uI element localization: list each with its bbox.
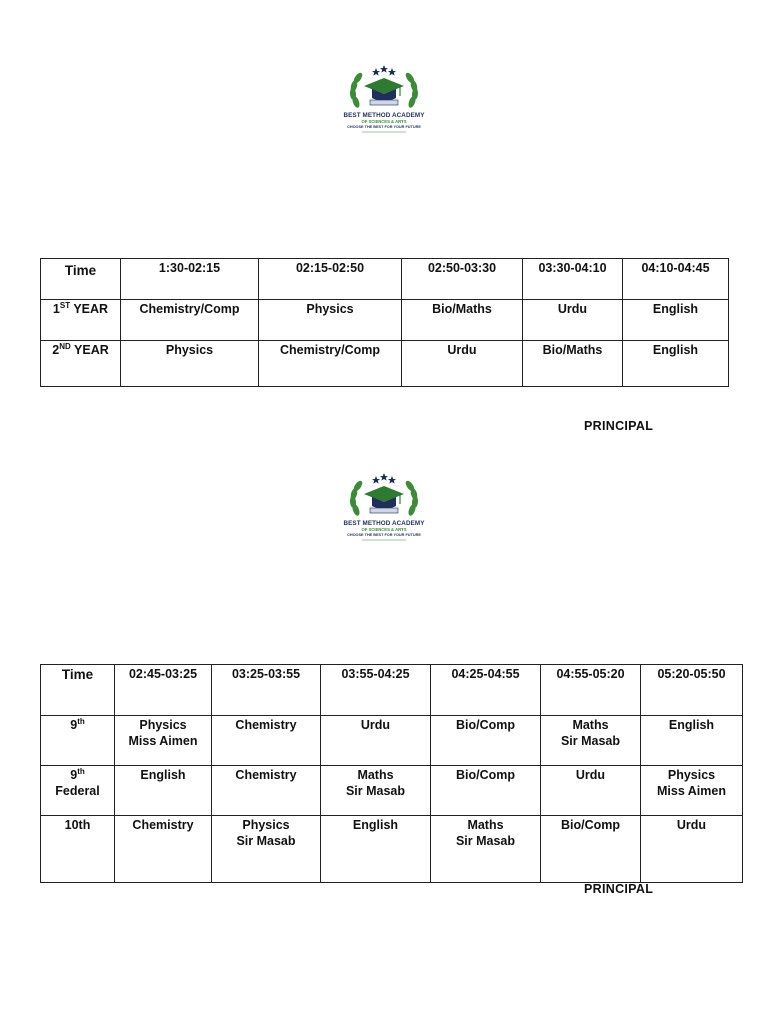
table-cell: Chemistry/Comp bbox=[259, 341, 402, 387]
academy-subtitle: OF SCIENCES & ARTS bbox=[361, 119, 407, 124]
header-slot: 02:45-03:25 bbox=[115, 665, 212, 716]
table-cell: Urdu bbox=[641, 816, 743, 883]
table-cell: Physics Miss Aimen bbox=[115, 716, 212, 766]
academy-name: BEST METHOD ACADEMY bbox=[343, 112, 425, 119]
table-row bbox=[41, 341, 729, 387]
table-cell: Physics Miss Aimen bbox=[641, 766, 743, 816]
header-slot: 04:10-04:45 bbox=[623, 259, 729, 300]
header-slot: 02:15-02:50 bbox=[259, 259, 402, 300]
table-row bbox=[41, 816, 743, 883]
table-cell: Bio/Comp bbox=[431, 766, 541, 816]
table-cell: Chemistry bbox=[212, 766, 321, 816]
header-slot: 03:30-04:10 bbox=[523, 259, 623, 300]
table-cell: Urdu bbox=[402, 341, 523, 387]
timetable-college bbox=[40, 258, 729, 387]
laurel-mortarboard-icon bbox=[334, 62, 434, 146]
table-cell: Physics bbox=[259, 300, 402, 341]
table-cell: Bio/Comp bbox=[541, 816, 641, 883]
principal-signature-label: PRINCIPAL bbox=[584, 882, 654, 896]
table-cell: Physics bbox=[121, 341, 259, 387]
table-cell: English bbox=[641, 716, 743, 766]
table-cell: Maths Sir Masab bbox=[431, 816, 541, 883]
table-cell: Chemistry bbox=[212, 716, 321, 766]
header-slot: 05:20-05:50 bbox=[641, 665, 743, 716]
table-cell: Chemistry/Comp bbox=[121, 300, 259, 341]
table-cell: Physics Sir Masab bbox=[212, 816, 321, 883]
academy-logo bbox=[334, 470, 434, 554]
table-cell: English bbox=[115, 766, 212, 816]
table-cell: Urdu bbox=[541, 766, 641, 816]
academy-name: BEST METHOD ACADEMY bbox=[343, 520, 425, 527]
header-slot: 1:30-02:15 bbox=[121, 259, 259, 300]
header-slot: 03:25-03:55 bbox=[212, 665, 321, 716]
table-cell: Urdu bbox=[321, 716, 431, 766]
table-row bbox=[41, 716, 743, 766]
table-cell: Maths Sir Masab bbox=[321, 766, 431, 816]
header-slot: 02:50-03:30 bbox=[402, 259, 523, 300]
table-cell: Maths Sir Masab bbox=[541, 716, 641, 766]
row-label: 2ND YEAR bbox=[41, 341, 121, 387]
header-time: Time bbox=[41, 665, 115, 716]
row-label: 9th bbox=[41, 716, 115, 766]
table-cell: Urdu bbox=[523, 300, 623, 341]
principal-signature-label: PRINCIPAL bbox=[584, 419, 654, 433]
table-cell: Chemistry bbox=[115, 816, 212, 883]
academy-logo bbox=[334, 62, 434, 146]
header-slot: 03:55-04:25 bbox=[321, 665, 431, 716]
table-header-row bbox=[41, 665, 743, 716]
table-cell: Bio/Maths bbox=[402, 300, 523, 341]
row-label: 9th Federal bbox=[41, 766, 115, 816]
row-label: 10th bbox=[41, 816, 115, 883]
laurel-mortarboard-icon bbox=[334, 470, 434, 554]
row-label: 1ST YEAR bbox=[41, 300, 121, 341]
table-header-row bbox=[41, 259, 729, 300]
table-cell: English bbox=[321, 816, 431, 883]
table-cell: Bio/Comp bbox=[431, 716, 541, 766]
academy-tagline: CHOOSE THE BEST FOR YOUR FUTURE bbox=[347, 125, 421, 129]
header-slot: 04:55-05:20 bbox=[541, 665, 641, 716]
header-time: Time bbox=[41, 259, 121, 300]
table-cell: English bbox=[623, 300, 729, 341]
table-row bbox=[41, 766, 743, 816]
academy-subtitle: OF SCIENCES & ARTS bbox=[361, 527, 407, 532]
table-cell: English bbox=[623, 341, 729, 387]
academy-tagline: CHOOSE THE BEST FOR YOUR FUTURE bbox=[347, 533, 421, 537]
table-cell: Bio/Maths bbox=[523, 341, 623, 387]
timetable-school bbox=[40, 664, 743, 883]
header-slot: 04:25-04:55 bbox=[431, 665, 541, 716]
table-row bbox=[41, 300, 729, 341]
